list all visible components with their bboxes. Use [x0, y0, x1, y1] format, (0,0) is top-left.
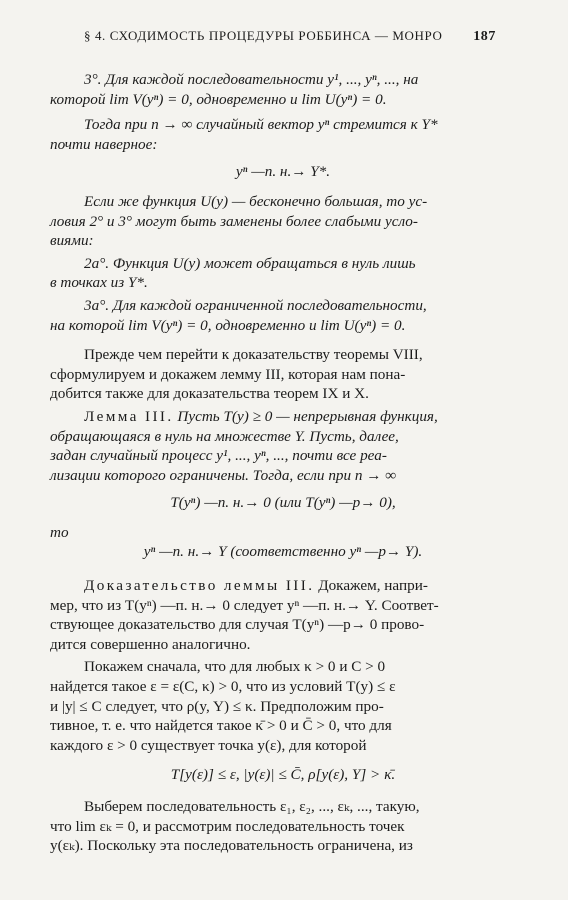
lemma-label: Лемма III.: [84, 407, 174, 425]
text-line: 3a°. Для каждой ограниченной последовательности,: [84, 296, 427, 314]
formula-contradiction: T[y(ε)] ≤ ε, |y(ε)| ≤ C̄, ρ[y(ε), Y] > κ̄.: [170, 766, 396, 784]
lemma-3: [50, 407, 516, 562]
text-line: тивное, т. е. что найдется такое κ̄ > 0 и C̄ > 0, что для: [50, 717, 392, 735]
text-line: почти наверное:: [50, 135, 158, 153]
text-line: что lim εₖ = 0, и рассмотрим последовательность точек: [50, 817, 405, 835]
lemma-text: Пусть T(y) ≥ 0 — непрерывная функция,: [177, 407, 438, 425]
selection-paragraph: [50, 797, 516, 856]
preface-paragraph: [50, 345, 516, 404]
text-line: Выберем последовательность ε₁, ε₂, ..., εₖ, ..., такую,: [84, 798, 420, 815]
text-line: виями:: [50, 232, 94, 250]
condition-3: [50, 70, 516, 154]
text-line: сформулируем и докажем лемму III, которая нам пона-: [50, 365, 406, 383]
text-line: найдется такое ε = ε(C, κ) > 0, что из условий T(y) ≤ ε: [50, 678, 396, 696]
text-line: задан случайный процесс y¹, ..., yⁿ, ..., почти все реа-: [50, 447, 387, 465]
text-line: обращающаяся в нуль на множестве Y. Пусть, далее,: [50, 427, 399, 445]
text-line: 2a°. Функция U(y) может обращаться в нуль лишь: [84, 254, 416, 272]
text-line: ствующее доказательство для случая T(yⁿ) —p→ 0 прово-: [50, 616, 425, 634]
text-line: дится совершенно аналогично.: [50, 635, 251, 653]
text-line: то: [50, 523, 69, 541]
text-line: добится также для доказательства теорем IX и X.: [50, 385, 369, 403]
page-number: 187: [473, 29, 496, 44]
text-line: на которой lim V(yⁿ) = 0, одновременно и lim U(yⁿ) = 0.: [50, 316, 406, 334]
show-paragraph: [50, 657, 516, 755]
infinite-case: [50, 192, 516, 335]
text-line: лизации которого ограничены. Тогда, если при n → ∞: [50, 466, 397, 484]
text-line: мер, что из T(yⁿ) —п. н.→ 0 следует yⁿ —п. н.→ Y. Соответ-: [50, 596, 439, 614]
text-line: и |y| ≤ C следует, что ρ(y, Y) ≤ κ. Предположим про-: [50, 697, 384, 715]
text-line: [50, 576, 516, 596]
text-line: которой lim V(yⁿ) = 0, одновременно и lim U(yⁿ) = 0.: [50, 90, 387, 108]
text-line: Покажем сначала, что для любых κ > 0 и C > 0: [84, 658, 386, 676]
running-title: § 4. СХОДИМОСТЬ ПРОЦЕДУРЫ РОББИНСА — МОНРО: [84, 28, 443, 43]
text-line: 3°. Для каждой последовательности y¹, ..., yⁿ, ..., на: [84, 71, 419, 88]
proof-text: Докажем, напри-: [318, 577, 428, 595]
formula-lemma-conclusion: yⁿ —п. н.→ Y (соответственно yⁿ —p→ Y).: [143, 543, 423, 561]
text-line: Тогда при n → ∞ случайный вектор yⁿ стремится к Y*: [84, 116, 438, 134]
formula-lemma-condition: T(yⁿ) —п. н.→ 0 (или T(yⁿ) —p→ 0),: [170, 494, 396, 512]
text-line: y(εₖ). Поскольку эта последовательность ограничена, из: [50, 837, 413, 855]
text-line: Прежде чем перейти к доказательству теоремы VIII,: [84, 346, 423, 364]
running-header: [84, 28, 496, 45]
formula-convergence-as: yⁿ —п. н.→ Y*.: [235, 163, 331, 181]
text-line: ловия 2° и 3° могут быть заменены более слабыми усло-: [50, 212, 418, 230]
proof-label: Доказательство леммы III.: [84, 577, 315, 595]
text-line: в точках из Y*.: [50, 274, 148, 292]
text-line: каждого ε > 0 существует точка y(ε), для которой: [50, 736, 367, 754]
proof-paragraph: [50, 576, 516, 654]
page-body: [50, 70, 516, 856]
text-line: Если же функция U(y) — бесконечно большая, то ус-: [84, 192, 428, 210]
text-line: [50, 407, 516, 427]
